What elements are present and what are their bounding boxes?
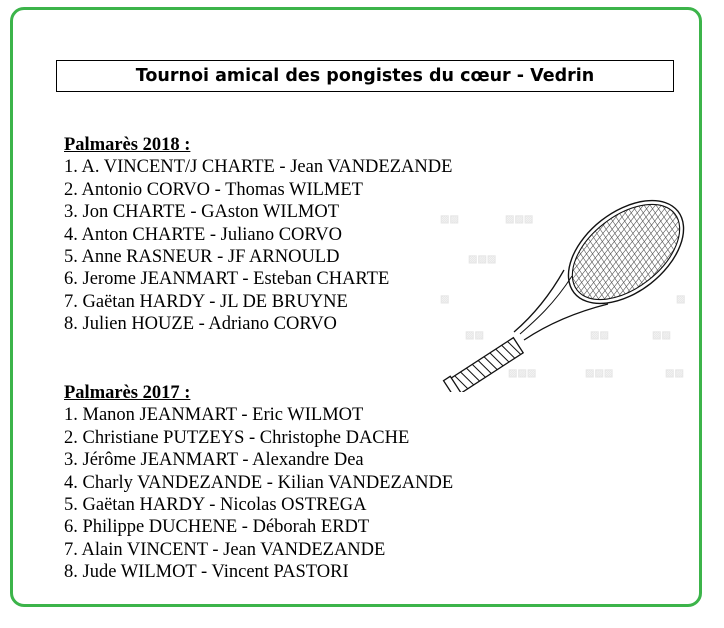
list-item: 6. Philippe DUCHENE - Déborah ERDT — [64, 517, 370, 538]
results-list — [64, 156, 452, 335]
page-title: Tournoi amical des pongistes du cœur - Vedrin — [56, 60, 674, 92]
list-item: 7. Gaëtan HARDY - JL DE BRUYNE — [64, 291, 348, 312]
list-item: 1. Manon JEANMART - Eric WILMOT — [64, 405, 364, 426]
results-list — [64, 404, 453, 583]
list-item: 1. A. VINCENT/J CHARTE - Jean VANDEZANDE — [64, 157, 453, 178]
list-item: 5. Gaëtan HARDY - Nicolas OSTREGA — [64, 495, 367, 516]
list-item: 4. Charly VANDEZANDE - Kilian VANDEZANDE — [64, 472, 454, 493]
section-heading: Palmarès 2017 : — [64, 383, 191, 403]
list-item: 8. Jude WILMOT - Vincent PASTORI — [64, 562, 349, 583]
list-item: 2. Antonio CORVO - Thomas WILMET — [64, 179, 363, 200]
list-item: 3. Jérôme JEANMART - Alexandre Dea — [64, 450, 364, 471]
palmares-2017 — [64, 382, 453, 584]
list-item: 2. Christiane PUTZEYS - Christophe DACHE — [64, 427, 410, 448]
tennis-racket-icon — [436, 192, 696, 392]
list-item: 5. Anne RASNEUR - JF ARNOULD — [64, 247, 340, 268]
list-item: 4. Anton CHARTE - Juliano CORVO — [64, 224, 342, 245]
list-item: 7. Alain VINCENT - Jean VANDEZANDE — [64, 539, 386, 560]
section-heading: Palmarès 2018 : — [64, 135, 191, 155]
list-item: 3. Jon CHARTE - GAston WILMOT — [64, 202, 340, 223]
palmares-2018 — [64, 134, 452, 336]
list-item: 6. Jerome JEANMART - Esteban CHARTE — [64, 269, 390, 290]
list-item: 8. Julien HOUZE - Adriano CORVO — [64, 314, 337, 335]
